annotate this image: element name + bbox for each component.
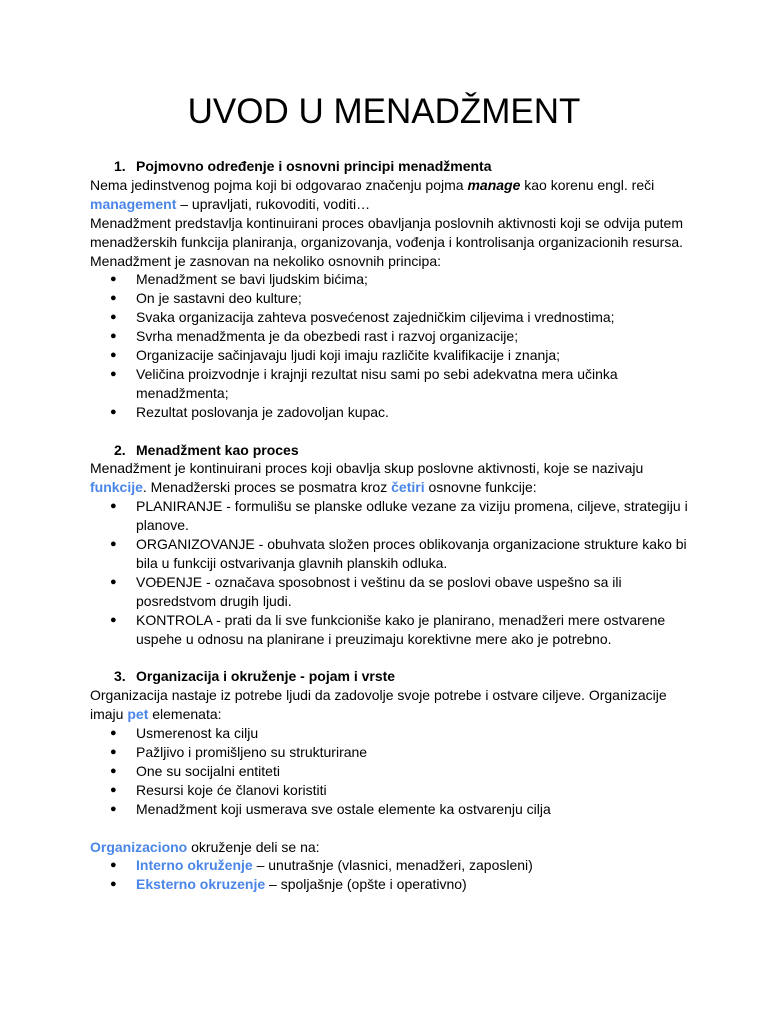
list-item: ● Rezultat poslovanja je zadovoljan kupac.: [90, 403, 690, 422]
list-item: ● KONTROLA - prati da li sve funkcioniše kako je planirano, menadžeri mere ostvarene uspehe u odnosu na planirane i preuzimaju korektivne mere ako je potrebno.: [90, 611, 690, 649]
list-item: ● Svrha menadžmenta je da obezbedi rast i razvoj organizacije;: [90, 327, 690, 346]
emphasis-text: manage: [467, 176, 521, 193]
list-item: [90, 875, 690, 894]
text-run: Nema jedinstvenog pojma koji bi odgovarao značenju pojma: [90, 176, 468, 193]
list-item: ● Organizacije sačinjavaju ljudi koji imaju različite kvalifikacije i znanja;: [90, 346, 690, 365]
list-item: ● On je sastavni deo kulture;: [90, 289, 690, 308]
section-number: 2.: [114, 441, 126, 458]
section-1-heading: [90, 157, 690, 176]
paragraph: [90, 838, 690, 857]
text-run: Menadžment je kontinuirani proces koji obavlja skup poslovne aktivnosti, koje se nazivaju: [90, 460, 644, 477]
list-item: ● Usmerenost ka cilju: [90, 724, 690, 743]
list-item: ● Menadžment koji usmerava sve ostale elemente ka ostvarenju cilja: [90, 800, 690, 819]
highlight-text: Organizaciono: [90, 838, 188, 855]
highlight-text: management: [90, 195, 177, 212]
list-item: [90, 856, 690, 875]
section-number: 3.: [114, 668, 126, 685]
section-3-heading: [90, 667, 690, 686]
text-run: osnovne funkcije:: [424, 479, 537, 496]
functions-list: [90, 497, 690, 648]
environment-list: [90, 856, 690, 894]
document-body: [90, 157, 690, 894]
elements-list: [90, 724, 690, 819]
list-item: ● Pažljivo i promišljeno su strukturirane: [90, 743, 690, 762]
paragraph: Menadžment je zasnovan na nekoliko osnovnih principa:: [90, 252, 441, 269]
section-title: Organizacija i okruženje - pojam i vrste: [136, 668, 396, 685]
highlight-text: četiri: [391, 479, 425, 496]
text-run: – spoljašnje (opšte i operativno): [265, 876, 467, 893]
list-item: ● Resursi koje će članovi koristiti: [90, 781, 690, 800]
list-item: ● One su socijalni entiteti: [90, 762, 690, 781]
list-item: ● Veličina proizvodnje i krajnji rezultat nisu sami po sebi adekvatna mera učinka menadžmenta;: [90, 365, 690, 403]
list-item: ● VOĐENJE - označava sposobnost i veštinu da se poslovi obave uspešno sa ili posredstvom drugih ljudi.: [90, 573, 690, 611]
highlight-text: Interno okruženje: [136, 857, 253, 874]
text-run: elemenata:: [148, 706, 222, 723]
section-title: Menadžment kao proces: [136, 441, 299, 458]
list-item: ● ORGANIZOVANJE - obuhvata složen proces oblikovanja organizacione strukture kako bi bila u funkciji ostvarivanja glavnih planskih odluka.: [90, 535, 690, 573]
text-run: . Menadžerski proces se posmatra kroz: [142, 479, 392, 496]
section-title: Pojmovno određenje i osnovni principi menadžmenta: [136, 158, 492, 174]
highlight-text: funkcije: [90, 479, 143, 496]
text-run: – unutrašnje (vlasnici, menadžeri, zaposleni): [252, 857, 533, 874]
list-item: ● Menadžment se bavi ljudskim bićima;: [90, 270, 690, 289]
paragraph: [90, 176, 690, 214]
text-run: Organizacija nastaje iz potrebe ljudi da zadovolje svoje potrebe i ostvare ciljeve. Organizacije imaju: [90, 687, 667, 723]
principles-list: [90, 270, 690, 421]
paragraph: [90, 686, 690, 724]
paragraph: [90, 459, 690, 497]
text-run: – upravljati, rukovoditi, voditi…: [176, 195, 371, 212]
document-title: UVOD U MENADŽMENT: [187, 92, 581, 131]
text-run: okruženje deli se na:: [187, 838, 320, 855]
highlight-text: pet: [127, 706, 149, 723]
list-item: ● Svaka organizacija zahteva posvećenost zajedničkim ciljevima i vrednostima;: [90, 308, 690, 327]
highlight-text: Eksterno okruzenje: [136, 876, 266, 893]
section-number: 1.: [114, 158, 126, 174]
section-2-heading: [90, 441, 690, 460]
paragraph: Menadžment predstavlja kontinuirani proces obavljanja poslovnih aktivnosti koji se odvija putem menadžerskih funkcija planiranja, organizovanja, vođenja i kontrolisanja organizacionih resursa.: [90, 214, 684, 250]
list-item: ● PLANIRANJE - formulišu se planske odluke vezane za viziju promena, ciljeve, strategiju i planove.: [90, 497, 690, 535]
text-run: kao korenu engl. reči: [520, 176, 655, 193]
